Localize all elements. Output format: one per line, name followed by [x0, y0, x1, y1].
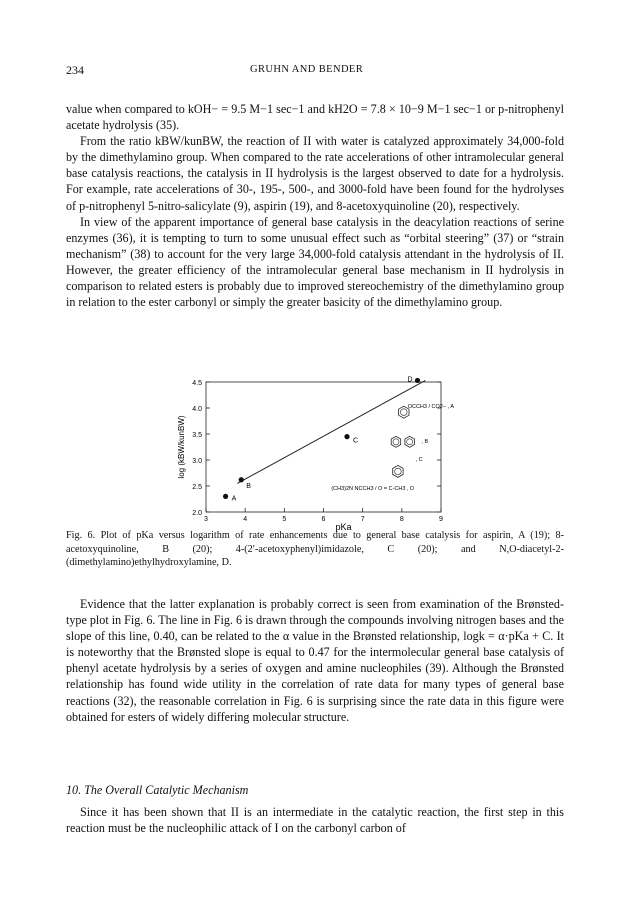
bronsted-plot: [176, 374, 466, 534]
structure-d-label: (CH3)2N NCCH3 / O = C-CH3 , D: [331, 486, 415, 493]
paragraph-3: In view of the apparent importance of general base catalysis in the deacylation reactions of serine enzymes (36), it is tempting to turn to some unusual effect such as “orbital steering” (37) or “strain mechanism” (38) to account for the very large 34,000-fold catalysis attendant in the hydrolysis of II. However, the greater efficiency of the intramolecular general base mechanism in II hydrolysis in comparison to related esters is probably due to improved stereochemistry of the dimethylamino group in relation to the ester carbonyl or simply the greater basicity of the dimethylamino group.: [66, 214, 564, 310]
paragraph-2: From the ratio kBW/kunBW, the reaction of II with water is catalyzed approximately 34,000-fold by the dimethylamino group. When compared to the rate accelerations of other intramolecular general base catalysis reactions, the catalysis in II hydrolysis is the largest observed to date for a hydrolysis. For example, rate accelerations of 30-, 195-, 500-, and 3000-fold have been found for the hydrolyses of p-nitrophenyl 5-nitro-salicylate (9), aspirin (19), and 8-acetoxyquinoline (20), respectively.: [66, 134, 564, 213]
y-axis-label: log (kBW/kunBW): [177, 415, 186, 479]
x-tick-label: 9: [439, 516, 443, 523]
y-tick-label: 2.5: [192, 484, 202, 491]
point-label-d: D: [407, 376, 413, 384]
plot-border: [206, 382, 441, 512]
structure-b-quinoline-1-ring: [393, 439, 399, 445]
structure-c-label: , C: [415, 457, 423, 464]
x-axis-ticks: [204, 508, 443, 523]
structure-a-benzene-ring: [400, 409, 407, 416]
data-point-d: [415, 378, 420, 383]
structure-b-label: , B: [421, 438, 429, 445]
plot-frame: [206, 382, 441, 512]
structure-c-benzene: [393, 465, 403, 477]
paragraph-5: Since it has been shown that II is an intermediate in the catalytic reaction, the first step in this reaction must be the nucleophilic attack of I on the carbonyl carbon of: [66, 805, 564, 836]
y-tick-label: 4.0: [192, 406, 202, 413]
chemical-structures: [331, 404, 454, 492]
x-tick-label: 4: [243, 516, 248, 523]
y-tick-label: 3.0: [192, 458, 202, 465]
y-tick-label: 3.5: [192, 432, 202, 439]
x-axis-label: pKa: [335, 522, 352, 532]
point-label-a: A: [231, 495, 237, 503]
text-block-upper: [66, 101, 564, 310]
point-label-c: C: [353, 437, 359, 445]
y-axis-ticks: [192, 380, 441, 517]
paragraph-4: Evidence that the latter explanation is probably correct is seen from examination of the Brønsted-type plot in Fig. 6. The line in Fig. 6 is drawn through the compounds involving nitrogen bases and the slope of this line, 0.40, can be related to the α value in the Brønsted relationship, logk = α·pKa + C. It is noteworthy that the Brønsted slope is equal to 0.47 for the intermolecular general base catalysis of phenyl acetate hydrolysis by a series of oxygen and amine nucleophiles (39). Although the Brønsted relationship has found wide utility in the correlation of rate data for many types of general base reactions (32), the reasonable correlation in Fig. 6 is surprising since the rate data in this figure were obtained for esters of widely differing molecular structure.: [66, 597, 564, 724]
structure-c-benzene-ring: [395, 468, 402, 475]
page-number: 234: [66, 63, 84, 77]
section-heading: 10. The Overall Catalytic Mechanism: [66, 783, 249, 797]
running-head: GRUHN AND BENDER: [250, 64, 364, 75]
x-tick-label: 3: [204, 516, 208, 523]
paragraph-1: value when compared to kOH− = 9.5 M−1 sec−1 and kH2O = 7.8 × 10−9 M−1 sec−1 or p-nitrophenyl acetate hydrolysis (35).: [66, 102, 564, 133]
structure-a-label: OCCH3 / CO2− , A: [407, 404, 455, 410]
x-tick-label: 7: [360, 516, 365, 523]
structure-b-quinoline-2-ring: [407, 439, 413, 445]
x-tick-label: 5: [282, 516, 287, 523]
x-tick-label: 6: [321, 516, 326, 523]
data-point-b: [239, 477, 244, 482]
text-block-final: [66, 804, 564, 836]
figure-caption: Fig. 6. Plot of pKa versus logarithm of rate enhancements due to general base catalysis for aspirin, A (19); 8-acetoxyquinoline, B (20); 4-(2′-acetoxyphenyl)imidazole, C (20); and N,O-diacetyl-2-(dimethylamino)ethylhydroxylamine, D.: [66, 530, 564, 569]
data-points: [223, 376, 420, 502]
x-tick-label: 8: [399, 516, 404, 523]
text-block-lower: [66, 596, 564, 725]
y-tick-label: 2.0: [192, 510, 202, 517]
y-tick-label: 4.5: [192, 380, 202, 387]
data-point-c: [344, 434, 349, 439]
point-label-b: B: [246, 482, 251, 490]
data-point-a: [223, 494, 228, 499]
